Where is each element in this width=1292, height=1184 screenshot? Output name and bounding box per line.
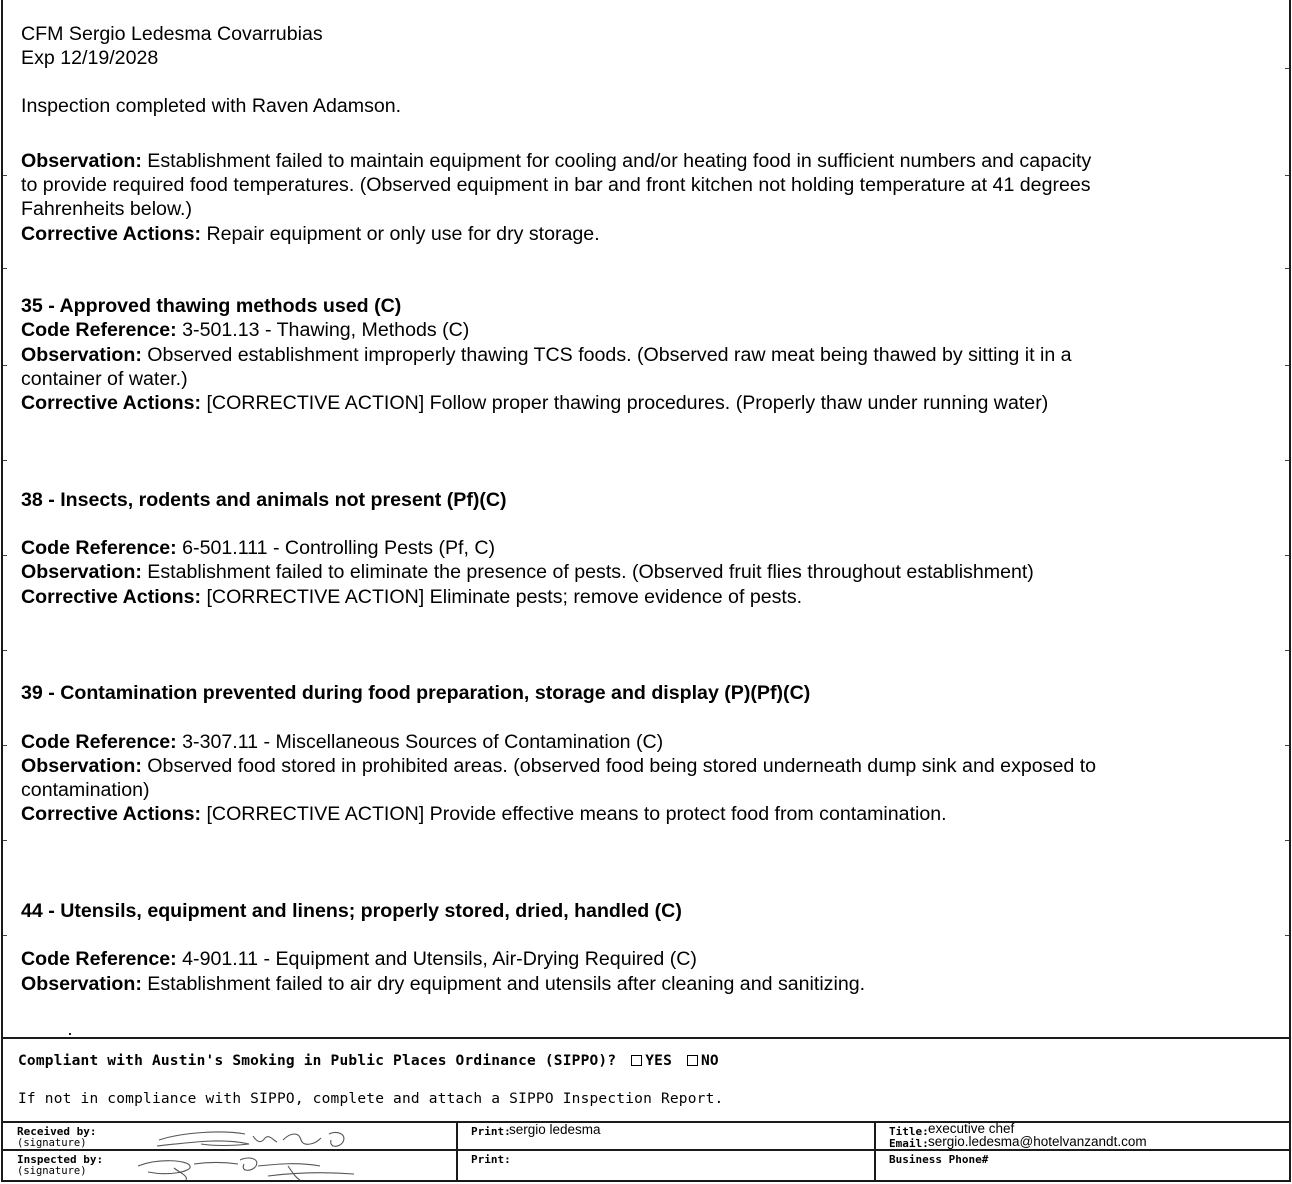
margin-tick xyxy=(3,745,7,746)
observation-text: Observed establishment improperly thawing TCS foods. (Observed raw meat being thawed by sitting it in a xyxy=(141,344,1072,366)
margin-tick xyxy=(1285,935,1289,936)
sippo-no-checkbox[interactable] xyxy=(687,1055,698,1066)
observation-label: Observation: xyxy=(21,344,142,366)
corrective-text: [CORRECTIVE ACTION] Follow proper thawing procedures. (Properly thaw under running water) xyxy=(201,392,1049,414)
margin-tick xyxy=(3,365,7,366)
observation-text: Fahrenheits below.) xyxy=(21,198,192,220)
observation-text: Establishment failed to eliminate the presence of pests. (Observed fruit flies throughout establishment) xyxy=(141,561,1034,583)
corrective-text: Repair equipment or only use for dry storage. xyxy=(201,223,600,245)
margin-tick xyxy=(1285,460,1289,461)
column-divider xyxy=(456,1123,458,1182)
margin-tick xyxy=(1285,650,1289,651)
margin-tick xyxy=(3,650,7,651)
observation-text: Establishment failed to maintain equipment for cooling and/or heating food in sufficient numbers and capacity xyxy=(141,150,1092,172)
margin-tick xyxy=(3,460,7,461)
sippo-note: If not in compliance with SIPPO, complete and attach a SIPPO Inspection Report. xyxy=(18,1091,724,1107)
code-reference-line xyxy=(21,318,469,342)
code-reference-label: Code Reference: xyxy=(21,731,177,753)
code-reference-label: Code Reference: xyxy=(21,319,177,341)
received-print-value[interactable]: sergio ledesma xyxy=(509,1122,601,1137)
inspected-by-label: Inspected by: xyxy=(17,1153,104,1166)
inspection-note: Inspection completed with Raven Adamson. xyxy=(21,95,402,117)
corrective-text: [CORRECTIVE ACTION] Provide effective means to protect food from contamination. xyxy=(201,803,947,825)
sippo-question-row xyxy=(18,1053,719,1069)
violation-heading: 39 - Contamination prevented during food preparation, storage and display (P)(Pf)(C) xyxy=(21,682,811,704)
code-reference-line xyxy=(21,947,697,971)
observation-label: Observation: xyxy=(21,973,142,995)
margin-tick xyxy=(3,268,7,269)
margin-tick xyxy=(3,840,7,841)
corrective-line xyxy=(21,802,947,826)
corrective-text: [CORRECTIVE ACTION] Eliminate pests; remove evidence of pests. xyxy=(201,586,803,608)
observation-label: Observation: xyxy=(21,755,142,777)
violation-heading: 44 - Utensils, equipment and linens; properly stored, dried, handled (C) xyxy=(21,900,682,922)
margin-tick xyxy=(1285,745,1289,746)
sippo-yes-checkbox[interactable] xyxy=(631,1055,642,1066)
observation-line xyxy=(21,149,1091,173)
business-phone-label: Business Phone# xyxy=(889,1153,989,1166)
corrective-label: Corrective Actions: xyxy=(21,586,202,608)
margin-tick xyxy=(3,935,7,936)
sippo-no-label: NO xyxy=(700,1053,719,1069)
observation-label: Observation: xyxy=(21,561,142,583)
sippo-section xyxy=(3,1037,1289,1122)
email-value[interactable]: sergio.ledesma@hotelvanzandt.com xyxy=(928,1134,1147,1149)
signature-sublabel: (signature) xyxy=(17,1165,87,1177)
observation-line xyxy=(21,972,865,996)
margin-tick xyxy=(3,175,7,176)
code-reference-line xyxy=(21,536,495,560)
corrective-label: Corrective Actions: xyxy=(21,223,202,245)
print-label: Print: xyxy=(471,1125,511,1138)
corrective-line xyxy=(21,222,600,246)
observation-label: Observation: xyxy=(21,150,142,172)
code-reference-text: 3-501.13 - Thawing, Methods (C) xyxy=(176,319,470,341)
inspector-signature[interactable] xyxy=(128,1152,358,1182)
print-label: Print: xyxy=(471,1153,511,1166)
observation-text: to provide required food temperatures. (Observed equipment in bar and front kitchen not holding temperature at 41 degrees xyxy=(21,174,1091,196)
code-reference-label: Code Reference: xyxy=(21,537,177,559)
scan-speck xyxy=(69,1033,71,1035)
observation-line xyxy=(21,343,1072,367)
violation-heading: 35 - Approved thawing methods used (C) xyxy=(21,295,402,317)
corrective-line xyxy=(21,585,802,609)
sippo-question: Compliant with Austin's Smoking in Public Places Ordinance (SIPPO)? xyxy=(18,1053,617,1069)
margin-tick xyxy=(1285,268,1289,269)
margin-tick xyxy=(1285,365,1289,366)
code-reference-text: 4-901.11 - Equipment and Utensils, Air-Drying Required (C) xyxy=(176,948,697,970)
violation-heading: 38 - Insects, rodents and animals not present (Pf)(C) xyxy=(21,489,507,511)
received-signature[interactable] xyxy=(153,1124,353,1152)
observation-line xyxy=(21,560,1034,584)
signature-table xyxy=(3,1121,1289,1180)
sippo-yes-label: YES xyxy=(645,1053,673,1069)
code-reference-text: 3-307.11 - Miscellaneous Sources of Contamination (C) xyxy=(176,731,664,753)
corrective-label: Corrective Actions: xyxy=(21,803,202,825)
margin-tick xyxy=(3,555,7,556)
margin-tick xyxy=(1285,840,1289,841)
inspection-report-page xyxy=(1,0,1291,1182)
observation-line xyxy=(21,754,1096,778)
received-by-label: Received by: xyxy=(17,1125,97,1138)
expiry-line: Exp 12/19/2028 xyxy=(21,47,159,69)
corrective-label: Corrective Actions: xyxy=(21,392,202,414)
margin-tick xyxy=(1285,68,1289,69)
code-reference-text: 6-501.111 - Controlling Pests (Pf, C) xyxy=(176,537,496,559)
observation-text: Observed food stored in prohibited areas. (observed food being stored underneath dump sink and exposed to xyxy=(141,755,1097,777)
margin-tick xyxy=(1285,555,1289,556)
email-label: Email: xyxy=(889,1137,929,1150)
code-reference-label: Code Reference: xyxy=(21,948,177,970)
signature-sublabel: (signature) xyxy=(17,1137,87,1149)
observation-text: Establishment failed to air dry equipment and utensils after cleaning and sanitizing. xyxy=(141,973,866,995)
observation-text: container of water.) xyxy=(21,368,188,390)
title-value[interactable]: executive chef xyxy=(928,1121,1015,1136)
title-label: Title: xyxy=(889,1125,929,1138)
certificate-line: CFM Sergio Ledesma Covarrubias xyxy=(21,23,323,45)
margin-tick xyxy=(1285,175,1289,176)
code-reference-line xyxy=(21,730,663,754)
observation-text: contamination) xyxy=(21,779,150,801)
column-divider xyxy=(874,1123,876,1182)
corrective-line xyxy=(21,391,1048,415)
